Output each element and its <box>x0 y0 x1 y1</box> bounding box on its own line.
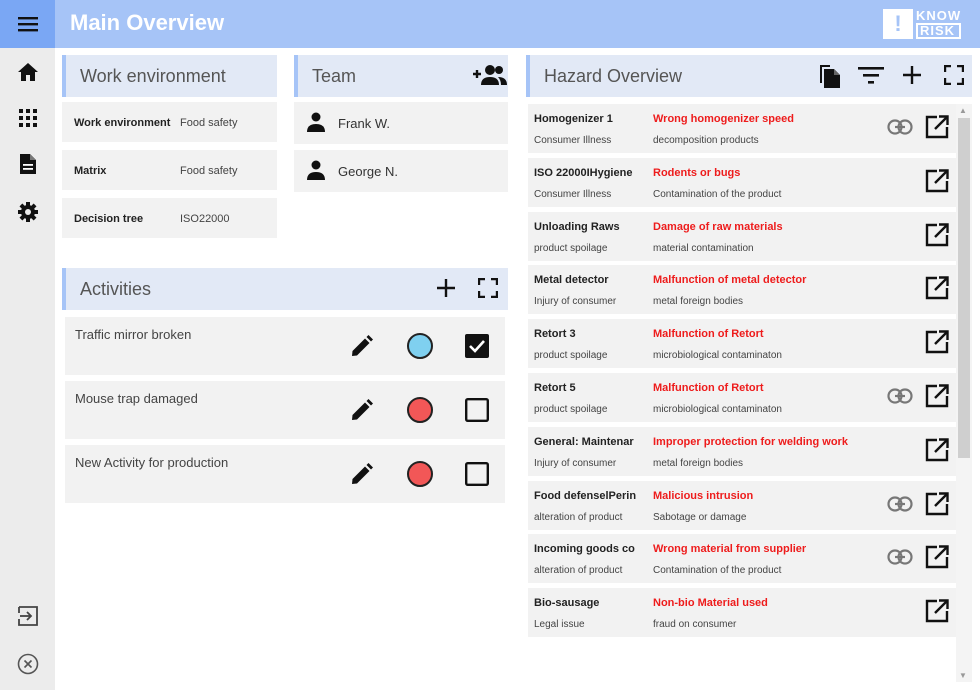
hazard-open-button[interactable] <box>925 330 949 354</box>
matrix-value: Food safety <box>180 165 238 177</box>
pencil-icon <box>351 335 373 357</box>
hazard-category: Consumer Illness <box>534 188 612 200</box>
page-title: Main Overview <box>70 10 225 35</box>
sidebar-home-button[interactable] <box>12 56 44 88</box>
hazard-title: Malfunction of Retort <box>653 382 764 394</box>
hazard-item-name: Retort 5 <box>534 382 576 394</box>
checkbox-checked-icon <box>465 334 489 358</box>
open-external-icon <box>925 599 949 623</box>
checkbox-empty-icon <box>465 398 489 422</box>
hazard-description: Sabotage or damage <box>653 511 747 523</box>
hazard-category: alteration of product <box>534 565 623 577</box>
hazard-category: Consumer Illness <box>534 135 612 146</box>
hazard-row[interactable] <box>528 319 956 368</box>
hazard-open-button[interactable] <box>925 276 949 300</box>
sidebar-documents-button[interactable] <box>12 148 44 180</box>
hazard-open-button[interactable] <box>925 115 949 139</box>
scroll-up-icon[interactable]: ▲ <box>959 106 967 115</box>
hazard-link-button[interactable] <box>887 388 913 404</box>
hazard-open-button[interactable] <box>925 599 949 623</box>
hazard-row[interactable] <box>528 158 956 207</box>
activity-done-checkbox[interactable] <box>465 398 489 422</box>
hazard-open-button[interactable] <box>925 384 949 408</box>
hazard-overview-title: Hazard Overview <box>544 66 683 86</box>
hazard-title: Improper protection for welding work <box>653 435 848 448</box>
hazard-description: metal foreign bodies <box>653 457 744 469</box>
filter-icon <box>858 65 884 85</box>
activity-item[interactable] <box>65 317 505 375</box>
hazard-item-name: Retort 3 <box>534 328 576 341</box>
link-icon <box>887 388 913 404</box>
add-team-member-button[interactable] <box>472 64 508 88</box>
sidebar <box>0 48 55 690</box>
hazard-item-name: Unloading Raws <box>534 220 620 233</box>
document-icon <box>20 154 36 174</box>
decision-tree-value: ISO22000 <box>180 213 230 225</box>
logo-mark: ! <box>883 9 913 39</box>
edit-activity-button[interactable] <box>351 335 373 357</box>
team-title: Team <box>312 66 357 86</box>
activity-status-indicator[interactable] <box>407 461 433 487</box>
pencil-icon <box>351 463 373 485</box>
hazard-title: Malicious intrusion <box>653 489 754 502</box>
scroll-down-icon[interactable]: ▼ <box>959 671 967 680</box>
team-member-name: George N. <box>338 164 398 179</box>
person-icon <box>306 160 326 180</box>
fullscreen-icon <box>478 278 498 298</box>
hazard-title: Malfunction of metal detector <box>653 274 807 287</box>
team-member[interactable] <box>294 102 508 144</box>
work-environment-row <box>62 150 277 190</box>
checkbox-empty-icon <box>465 462 489 486</box>
gear-icon <box>18 202 38 222</box>
fullscreen-icon <box>944 65 964 85</box>
person-icon <box>306 112 326 132</box>
decision-tree-label: Decision tree <box>74 213 144 225</box>
logout-icon <box>18 606 38 626</box>
hazard-title: Wrong homogenizer speed <box>653 113 794 125</box>
hazard-row[interactable] <box>528 427 956 476</box>
open-external-icon <box>925 330 949 354</box>
edit-activity-button[interactable] <box>351 399 373 421</box>
scrollbar-thumb[interactable] <box>958 118 970 458</box>
plus-icon <box>902 65 922 85</box>
add-hazard-button[interactable] <box>902 65 924 87</box>
hazard-link-button[interactable] <box>887 119 913 135</box>
activity-status-indicator[interactable] <box>407 333 433 359</box>
matrix-label: Matrix <box>74 165 107 177</box>
hazard-category: product spoilage <box>534 404 608 415</box>
activity-text: Traffic mirror broken <box>75 327 192 342</box>
hazard-open-button[interactable] <box>925 223 949 247</box>
hazard-item-name: Homogenizer 1 <box>534 113 613 125</box>
hazard-description: decomposition products <box>653 135 759 146</box>
work-environment-row <box>62 102 277 142</box>
add-person-icon <box>472 64 508 86</box>
add-activity-button[interactable] <box>436 278 458 300</box>
hazard-list-scrollbar[interactable] <box>956 104 972 682</box>
copy-document-icon <box>818 63 842 89</box>
team-member[interactable] <box>294 150 508 192</box>
activity-item[interactable] <box>65 381 505 439</box>
menu-button[interactable] <box>0 0 55 48</box>
apps-grid-icon <box>19 109 37 127</box>
plus-icon <box>436 278 456 298</box>
activities-header <box>62 268 508 310</box>
hazard-description: fraud on consumer <box>653 619 737 631</box>
hazard-title: Malfunction of Retort <box>653 328 764 341</box>
hazard-filter-button[interactable] <box>858 65 886 87</box>
activities-title: Activities <box>80 279 152 299</box>
link-icon <box>887 496 913 512</box>
hazard-description: material contamination <box>653 242 754 254</box>
hazard-category: alteration of product <box>534 511 623 523</box>
hazard-item-name: ISO 22000IHygiene <box>534 166 633 179</box>
hazard-row[interactable] <box>528 104 956 153</box>
hazard-item-name: General: Maintenar <box>534 435 634 448</box>
knowrisk-logo <box>883 8 971 40</box>
team-member-name: Frank W. <box>338 116 391 131</box>
open-external-icon <box>925 384 949 408</box>
hazard-title: Rodents or bugs <box>653 166 741 179</box>
hazard-description: Contamination of the product <box>653 565 782 577</box>
activity-item[interactable] <box>65 445 505 503</box>
work-environment-title: Work environment <box>80 66 226 86</box>
hazard-item-name: Bio-sausage <box>534 597 600 610</box>
home-icon <box>18 63 38 81</box>
hazard-link-button[interactable] <box>887 496 913 512</box>
hazard-row[interactable] <box>528 212 956 261</box>
header-bar <box>0 0 980 48</box>
activity-text: Mouse trap damaged <box>75 391 198 406</box>
hazard-item-name: Food defenselPerin <box>534 489 637 502</box>
hazard-title: Non-bio Material used <box>653 597 768 610</box>
hamburger-icon <box>18 16 38 32</box>
activity-text: New Activity for production <box>75 455 229 470</box>
activity-status-indicator[interactable] <box>407 397 433 423</box>
sidebar-settings-button[interactable] <box>12 196 44 228</box>
open-external-icon <box>925 438 949 462</box>
hazard-category: Injury of consumer <box>534 457 617 469</box>
hazard-overview-header <box>526 55 972 97</box>
hazard-category: product spoilage <box>534 242 608 254</box>
work-environment-row <box>62 198 277 238</box>
open-external-icon <box>925 276 949 300</box>
hazard-open-button[interactable] <box>925 545 949 569</box>
hazard-open-button[interactable] <box>925 438 949 462</box>
open-external-icon <box>925 545 949 569</box>
pencil-icon <box>351 399 373 421</box>
team-header <box>294 55 508 97</box>
work-environment-value: Food safety <box>180 117 238 129</box>
hazard-row[interactable] <box>528 481 956 530</box>
sidebar-close-button[interactable] <box>12 648 44 680</box>
open-external-icon <box>925 115 949 139</box>
hazard-description: microbiological contaminaton <box>653 404 782 415</box>
sidebar-apps-button[interactable] <box>12 102 44 134</box>
hazard-category: product spoilage <box>534 350 608 362</box>
open-external-icon <box>925 223 949 247</box>
hazard-fullscreen-button[interactable] <box>944 65 966 87</box>
hazard-item-name: Incoming goods co <box>534 543 635 556</box>
hazard-category: Injury of consumer <box>534 296 617 308</box>
activity-done-checkbox[interactable] <box>465 334 489 358</box>
hazard-title: Damage of raw materials <box>653 220 783 233</box>
hazard-open-button[interactable] <box>925 492 949 516</box>
hazard-row[interactable] <box>528 534 956 583</box>
logo-line-2: RISK <box>916 23 961 39</box>
logo-line-1: KNOW <box>916 8 962 23</box>
edit-activity-button[interactable] <box>351 463 373 485</box>
hazard-row[interactable] <box>528 373 956 422</box>
hazard-open-button[interactable] <box>925 169 949 193</box>
activity-done-checkbox[interactable] <box>465 462 489 486</box>
hazard-description: Contamination of the product <box>653 188 782 200</box>
hazard-row[interactable] <box>528 588 956 637</box>
sidebar-logout-button[interactable] <box>12 600 44 632</box>
open-external-icon <box>925 169 949 193</box>
hazard-item-name: Metal detector <box>534 274 609 287</box>
close-circle-icon <box>17 653 39 675</box>
hazard-description: microbiological contaminaton <box>653 350 782 362</box>
hazard-description: metal foreign bodies <box>653 296 744 308</box>
hazard-link-button[interactable] <box>887 549 913 565</box>
hazard-copy-button[interactable] <box>818 63 842 89</box>
activities-fullscreen-button[interactable] <box>478 278 500 300</box>
link-icon <box>887 119 913 135</box>
hazard-category: Legal issue <box>534 619 585 631</box>
hazard-row[interactable] <box>528 265 956 314</box>
work-environment-header <box>62 55 277 97</box>
work-environment-label: Work environment <box>74 117 171 129</box>
open-external-icon <box>925 492 949 516</box>
link-icon <box>887 549 913 565</box>
hazard-title: Wrong material from supplier <box>653 543 807 556</box>
